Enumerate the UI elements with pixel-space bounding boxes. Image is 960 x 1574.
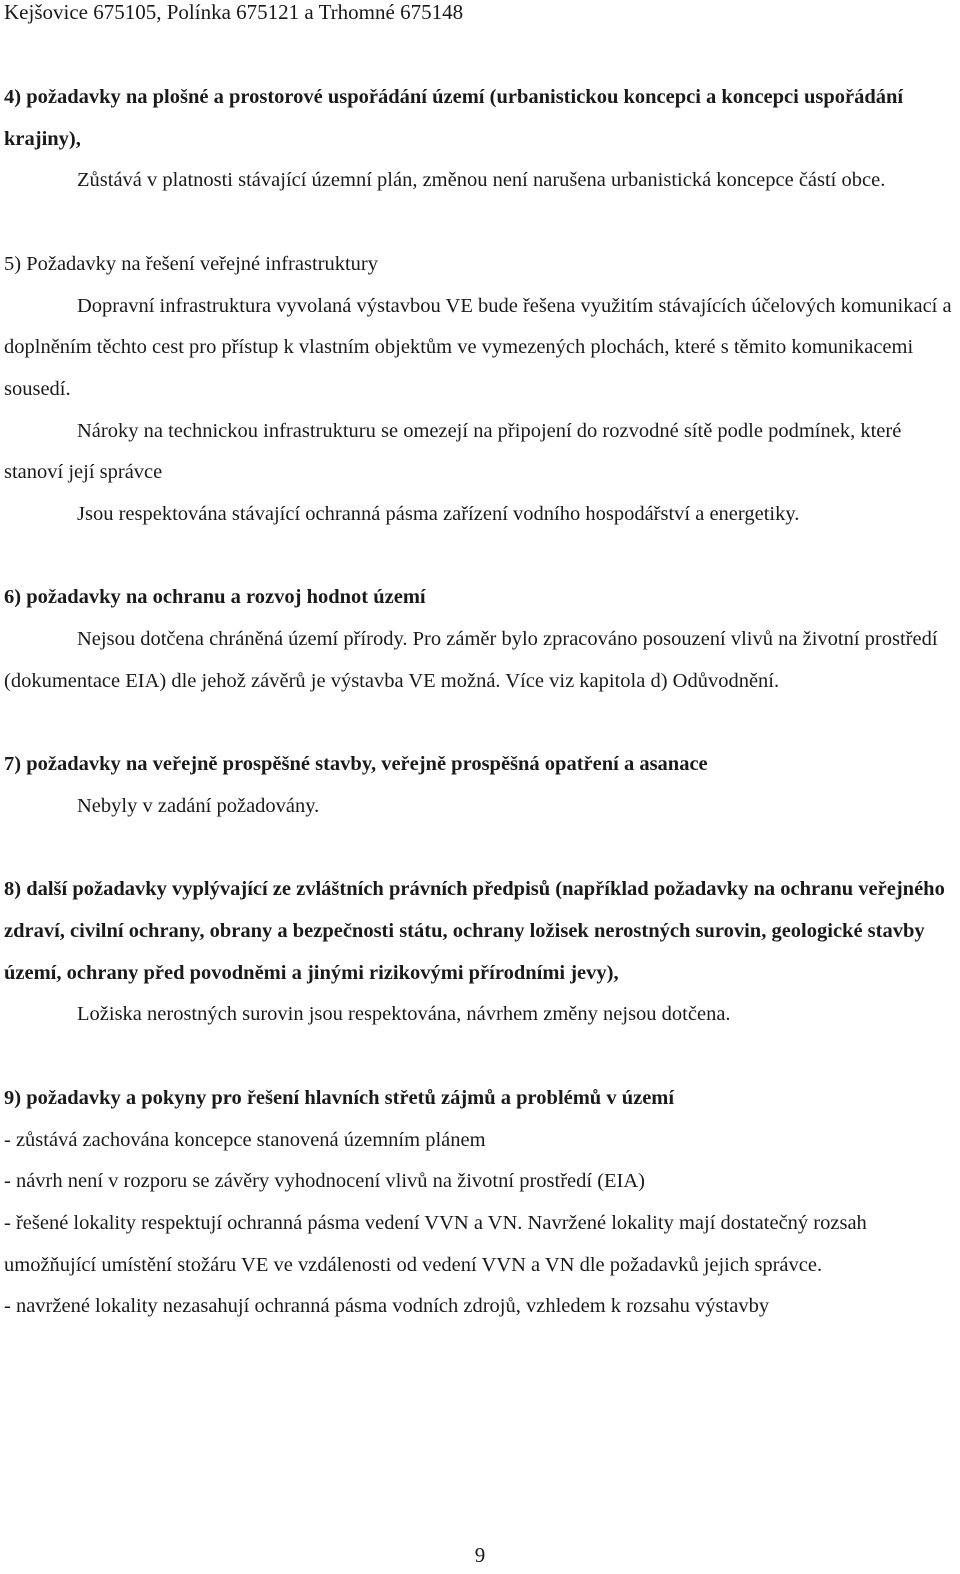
section-9-item-3: - řešené lokality respektují ochranná pásma vedení VVN a VN. Navržené lokality mají dostatečný rozsah umožňující umístění stožáru VE ve vzdálenosti od vedení VVN a VN dle požadavků jejich správce. bbox=[4, 1211, 867, 1276]
section-9-item-2: - návrh není v rozporu se závěry vyhodnocení vlivů na životní prostředí (EIA) bbox=[4, 1170, 645, 1193]
spacer bbox=[4, 828, 952, 870]
section-6-paragraph: Nejsou dotčena chráněná území přírody. Pro záměr bylo zpracováno posouzení vlivů na životní prostředí (dokumentace EIA) dle jehož závěrů je výstavba VE možná. Více viz kapitola d) Odůvodnění. bbox=[4, 628, 938, 692]
spacer bbox=[4, 202, 952, 244]
section-6-heading: 6) požadavky na ochranu a rozvoj hodnot území bbox=[4, 586, 426, 609]
section-5-heading: 5) Požadavky na řešení veřejné infrastruktury bbox=[4, 252, 378, 275]
section-5-paragraph-1: Dopravní infrastruktura vyvolaná výstavbou VE bude řešena využitím stávajících účelových komunikací a doplněním těchto cest pro přístup k vlastním objektům ve vymezených plochách, které s těmito komunikacemi sousedí. bbox=[4, 294, 952, 400]
document-body bbox=[4, 77, 952, 1328]
running-header: Kejšovice 675105, Polínka 675121 a Trhomné 675148 bbox=[4, 0, 464, 24]
section-5-paragraph-2: Nároky na technickou infrastrukturu se omezejí na připojení do rozvodné sítě podle podmínek, které stanoví její správce bbox=[4, 419, 902, 484]
section-5-paragraph-3: Jsou respektována stávající ochranná pásma zařízení vodního hospodářství a energetiky. bbox=[77, 503, 800, 526]
page-number: 9 bbox=[474, 1543, 486, 1567]
spacer bbox=[4, 703, 952, 745]
section-8-paragraph: Ložiska nerostných surovin jsou respektována, návrhem změny nejsou dotčena. bbox=[77, 1003, 731, 1026]
spacer bbox=[4, 536, 952, 578]
section-9-heading: 9) požadavky a pokyny pro řešení hlavních střetů zájmů a problémů v území bbox=[4, 1086, 675, 1109]
section-4-paragraph: Zůstává v platnosti stávající územní plán, změnou není narušena urbanistická koncepce částí obce. bbox=[77, 169, 886, 192]
section-9-item-1: - zůstává zachována koncepce stanovená územním plánem bbox=[4, 1128, 486, 1151]
spacer bbox=[4, 1036, 952, 1078]
section-4-heading: 4) požadavky na plošné a prostorové uspořádání území (urbanistickou koncepci a koncepci uspořádání krajiny), bbox=[4, 86, 904, 150]
section-7-heading: 7) požadavky na veřejně prospěšné stavby, veřejně prospěšná opatření a asanace bbox=[4, 753, 708, 776]
section-7-paragraph: Nebyly v zadání požadovány. bbox=[77, 794, 320, 817]
section-9-item-4: - navržené lokality nezasahují ochranná pásma vodních zdrojů, vzhledem k rozsahu výstavby bbox=[4, 1295, 770, 1318]
section-8-heading: 8) další požadavky vyplývající ze zvláštních právních předpisů (například požadavky na ochranu veřejného zdraví, civilní ochrany, obrany a bezpečnosti státu, ochrany ložisek nerostných surovin, geologické stavby území, ochrany před povodněmi a jinými rizikovými přírodními jevy), bbox=[4, 878, 945, 984]
